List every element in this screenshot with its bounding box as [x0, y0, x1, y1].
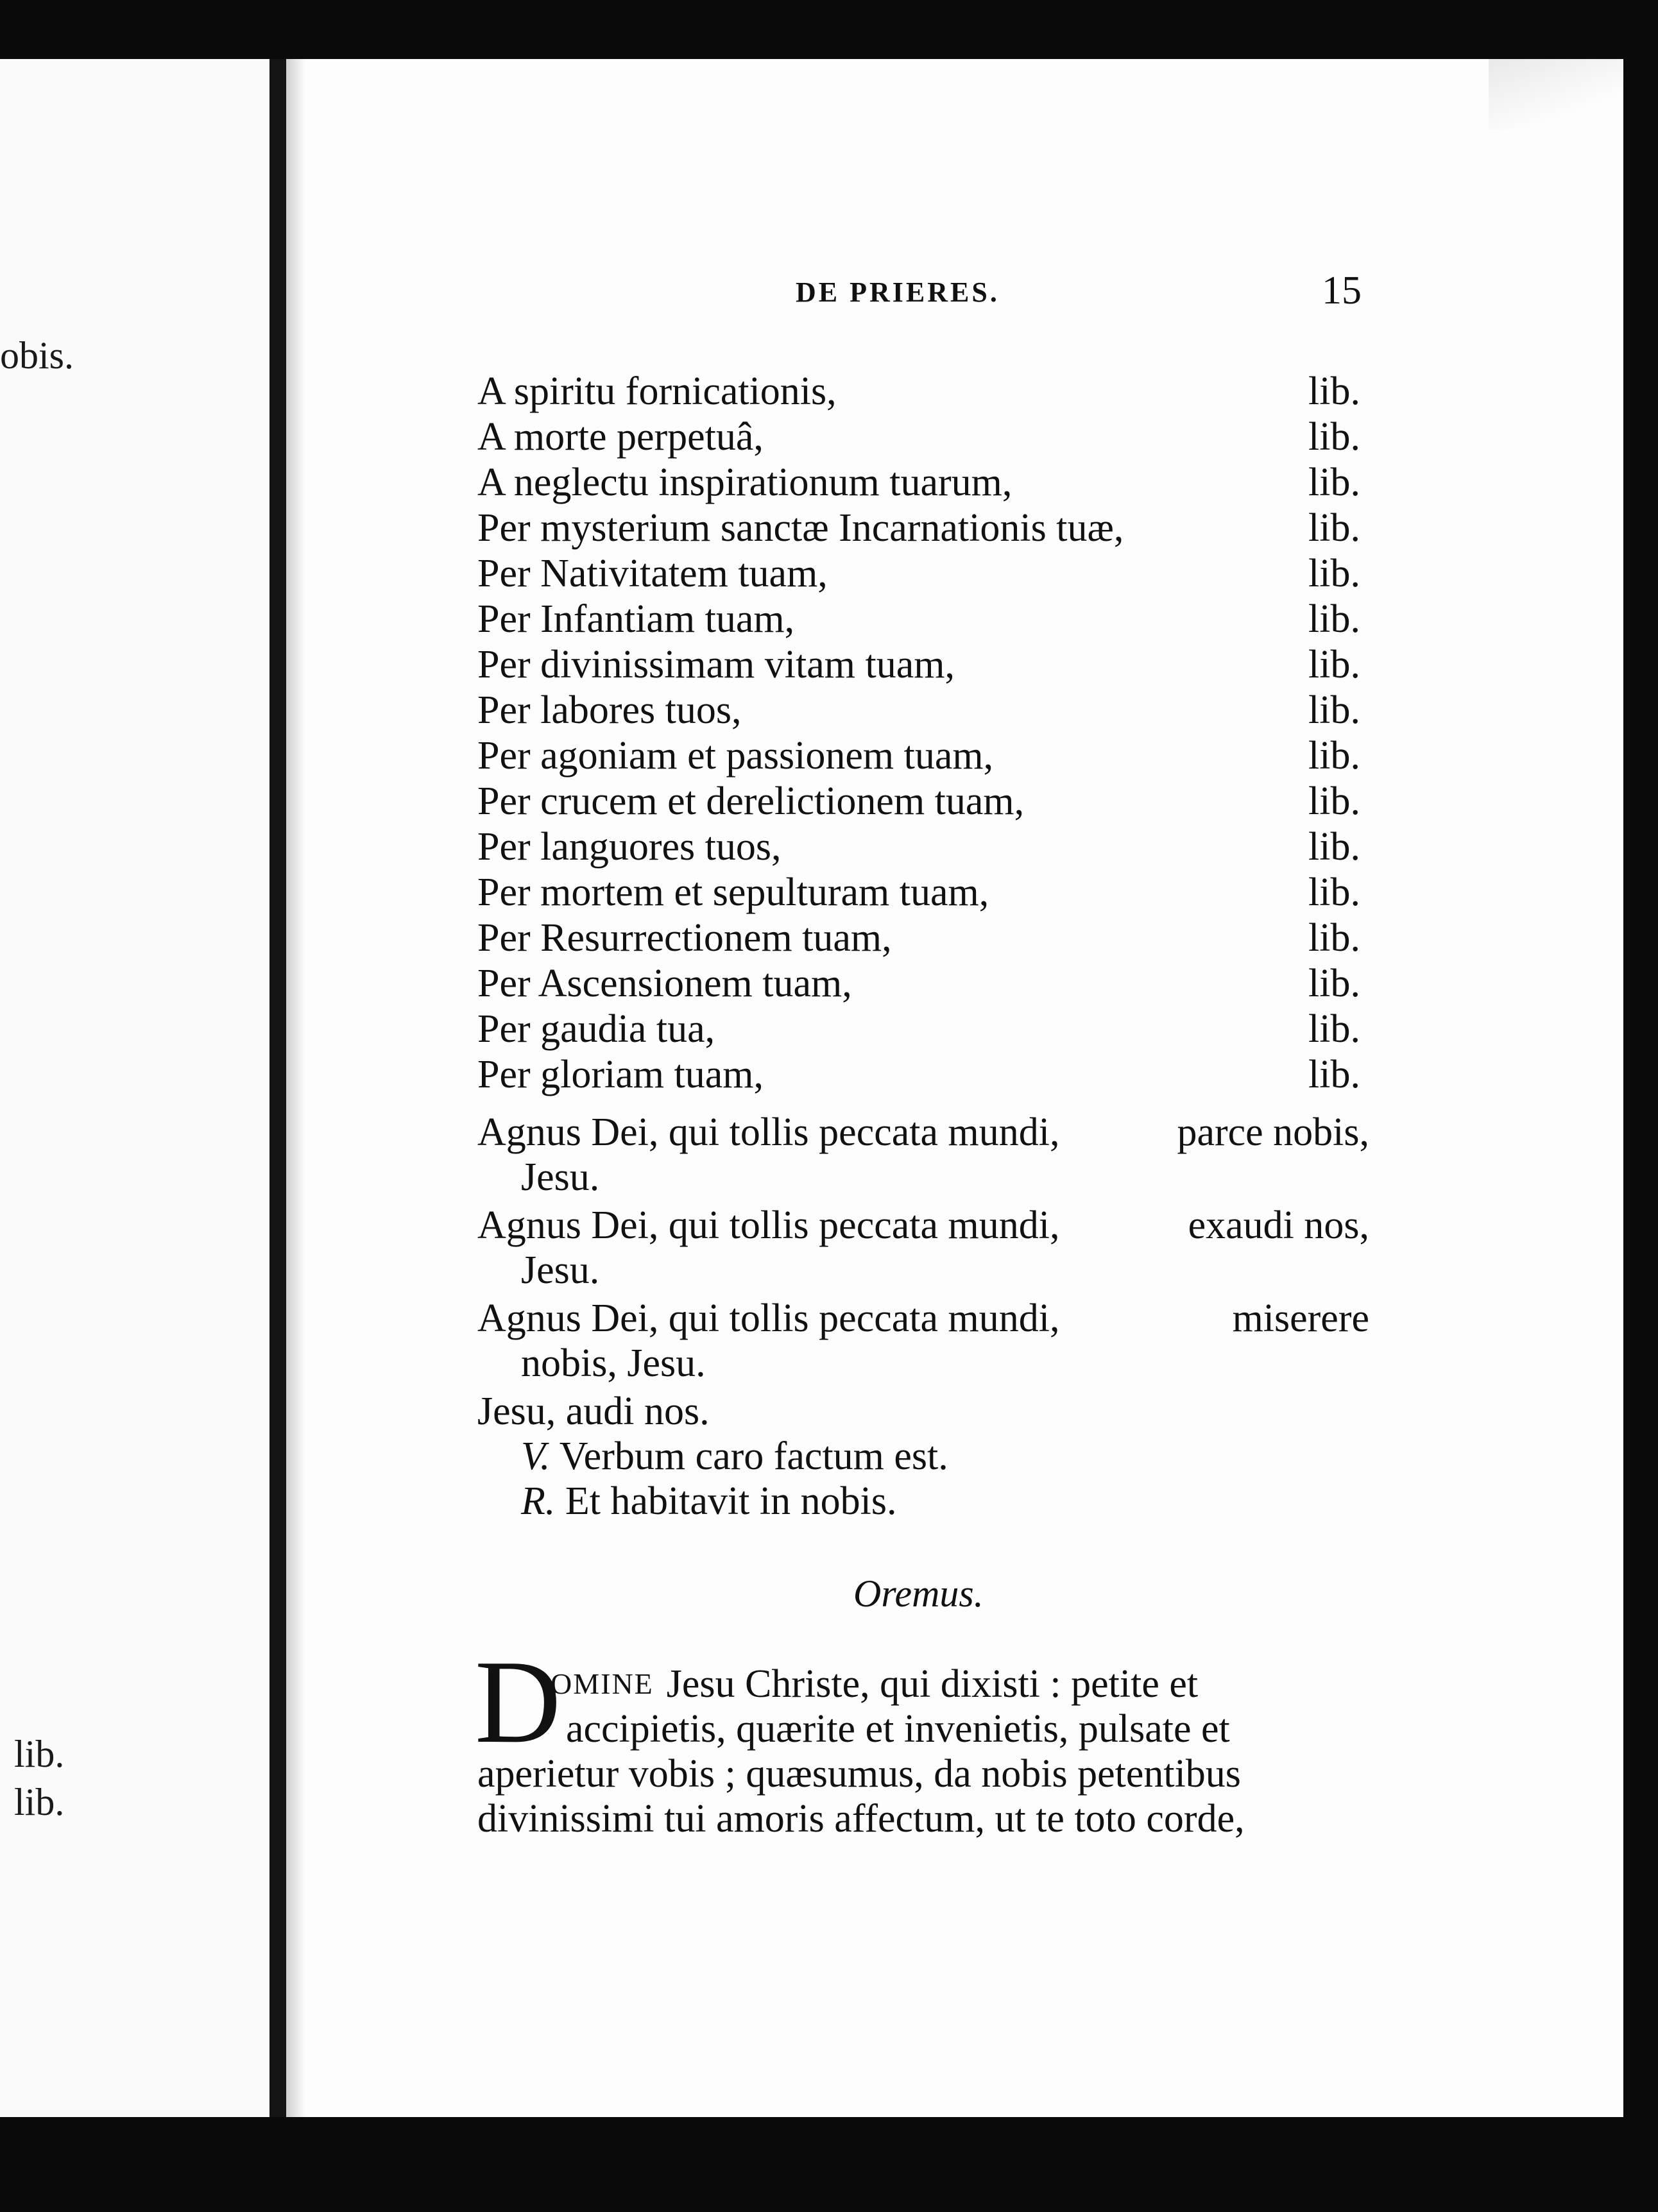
invocation-text: Per mortem et sepulturam tuam, [477, 871, 989, 914]
litany-line [477, 597, 1369, 642]
invocation-text: Per Ascensionem tuam, [477, 962, 852, 1005]
invocation-text: Per Nativitatem tuam, [477, 552, 828, 595]
left-page-fragment: obis. [0, 334, 74, 377]
left-page-fragment: lib. [14, 1733, 65, 1775]
litany-line [477, 369, 1369, 414]
invocation-text: Per divinissimam vitam tuam, [477, 643, 955, 686]
response-text: lib. [1308, 734, 1360, 778]
litany-line [477, 460, 1369, 505]
invocation-text: Per gloriam tuam, [477, 1053, 764, 1096]
drop-cap: D [475, 1636, 561, 1768]
litany-line [477, 506, 1369, 550]
litany-line [477, 1007, 1369, 1051]
left-page-fragment: lib. [14, 1781, 65, 1823]
invocation-text: Per agoniam et passionem tuam, [477, 734, 994, 778]
invocation-text: Per crucem et derelictionem tuam, [477, 779, 1025, 823]
oremus-heading: Oremus. [853, 1572, 984, 1615]
invocation-text: Per Infantiam tuam, [477, 597, 795, 641]
litany-line [477, 733, 1369, 778]
scan-border-right [1623, 0, 1658, 2212]
invocation-text: A neglectu inspirationum tuarum, [477, 461, 1013, 504]
response-text: lib. [1308, 688, 1360, 732]
scan-border-bottom [0, 2117, 1658, 2212]
scan-border-top [0, 0, 1658, 59]
page-number: 15 [1322, 269, 1362, 312]
litany-line [477, 870, 1369, 915]
prayer-line: OMINE Jesu Christe, qui dixisti : petite et [551, 1662, 1199, 1706]
book-gutter [269, 51, 286, 2123]
litany-line [477, 915, 1369, 960]
versicle: V. Verbum caro factum est. [521, 1434, 948, 1478]
invocation-text: Per languores tuos, [477, 825, 782, 869]
agnus-line: Agnus Dei, qui tollis peccata mundi, parce nobis, [477, 1110, 1369, 1154]
invocation-text: Per labores tuos, [477, 688, 742, 732]
agnus-continuation: Jesu. [521, 1155, 600, 1199]
response-text: lib. [1308, 597, 1360, 641]
invocation-text: Per mysterium sanctæ Incarnationis tuæ, [477, 506, 1124, 550]
response-text: lib. [1308, 825, 1360, 869]
prayer-line: accipietis, quærite et invenietis, pulsate et [566, 1707, 1230, 1751]
litany-line [477, 1052, 1369, 1097]
litany-line [477, 551, 1369, 596]
litany-line [477, 688, 1369, 733]
invocation-text: A spiritu fornicationis, [477, 370, 837, 413]
invocation-text: A morte perpetuâ, [477, 415, 764, 459]
response-text: lib. [1308, 916, 1360, 960]
litany-line [477, 779, 1369, 824]
litany-line [477, 414, 1369, 459]
response-text: lib. [1308, 506, 1360, 550]
response-text: lib. [1308, 962, 1360, 1005]
running-title: DE PRIERES. [796, 276, 1000, 308]
closing-line: Jesu, audi nos. [477, 1390, 710, 1433]
page-edge-shadow [286, 59, 305, 2117]
prayer-line: aperietur vobis ; quæsumus, da nobis petentibus [477, 1752, 1241, 1796]
agnus-continuation: nobis, Jesu. [521, 1341, 706, 1385]
response-text: lib. [1308, 1053, 1360, 1096]
response-text: lib. [1308, 415, 1360, 459]
agnus-line: Agnus Dei, qui tollis peccata mundi, exaudi nos, [477, 1204, 1369, 1247]
litany-line [477, 642, 1369, 687]
response-text: lib. [1308, 871, 1360, 914]
invocation-text: Per gaudia tua, [477, 1007, 715, 1051]
response-text: lib. [1308, 461, 1360, 504]
invocation-text: Per Resurrectionem tuam, [477, 916, 892, 960]
page-corner-fold [1489, 59, 1623, 130]
prayer-line: divinissimi tui amoris affectum, ut te toto corde, [477, 1797, 1245, 1841]
agnus-line: Agnus Dei, qui tollis peccata mundi, miserere [477, 1297, 1369, 1340]
response-text: lib. [1308, 552, 1360, 595]
response-text: lib. [1308, 643, 1360, 686]
agnus-continuation: Jesu. [521, 1248, 600, 1292]
response-text: lib. [1308, 1007, 1360, 1051]
litany-line [477, 961, 1369, 1006]
response-text: lib. [1308, 779, 1360, 823]
response: R. Et habitavit in nobis. [521, 1479, 897, 1523]
response-text: lib. [1308, 370, 1360, 413]
litany-line [477, 824, 1369, 869]
